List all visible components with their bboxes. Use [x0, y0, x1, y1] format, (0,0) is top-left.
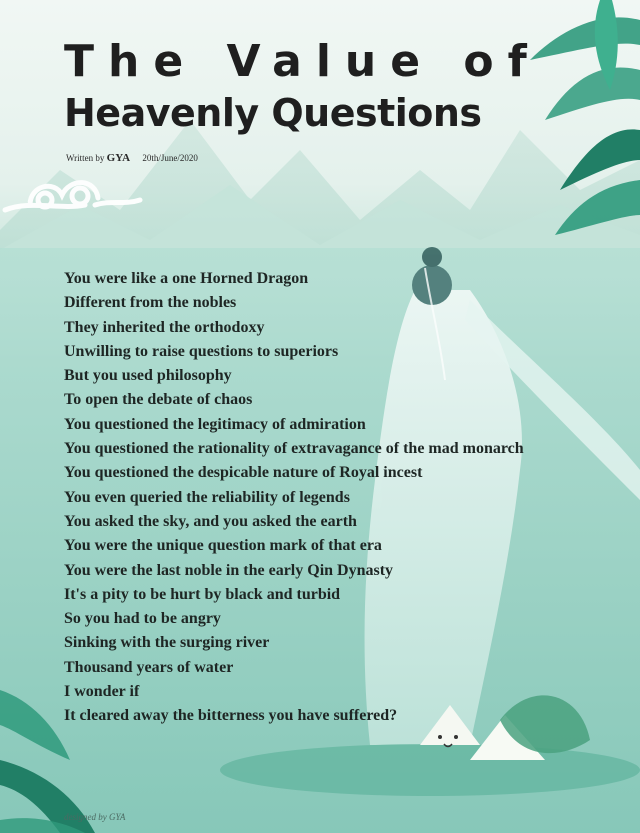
poem-line: They inherited the orthodoxy — [64, 318, 265, 336]
byline — [66, 152, 198, 164]
page-title-line-1: The Value of — [64, 36, 541, 87]
poem-line: It cleared away the bitterness you have suffered? — [64, 707, 398, 725]
poem-line: You were the unique question mark of that era — [64, 537, 382, 555]
poem-line: You questioned the legitimacy of admiration — [64, 415, 366, 433]
poem-line: You asked the sky, and you asked the earth — [64, 512, 357, 530]
poem-line: Different from the nobles — [64, 294, 237, 312]
byline-author: GYA — [106, 152, 131, 164]
poem-line: You questioned the despicable nature of Royal incest — [64, 464, 423, 482]
cloud-swirl — [5, 183, 140, 210]
poem-line: You even queried the reliability of legends — [64, 488, 350, 506]
poem-line: But you used philosophy — [64, 367, 232, 385]
poem-line: So you had to be angry — [64, 610, 221, 628]
poem-line: Sinking with the surging river — [64, 634, 270, 652]
poem-body — [64, 267, 524, 729]
poem-line: You questioned the rationality of extravagance of the mad monarch — [64, 440, 524, 458]
byline-prefix: Written by — [66, 153, 105, 163]
poem-line: You were the last noble in the early Qin Dynasty — [64, 561, 394, 579]
lily-pad — [220, 744, 640, 796]
poem-line: Unwilling to raise questions to superiors — [64, 342, 339, 360]
poem-line: Thousand years of water — [64, 658, 234, 676]
byline-date: 20th/June/2020 — [142, 153, 198, 163]
poem-line: To open the debate of chaos — [64, 391, 253, 409]
poem-line: It's a pity to be hurt by black and turbid — [64, 585, 341, 603]
page-title-line-2: Heavenly Questions — [64, 91, 482, 135]
poem-line: I wonder if — [64, 683, 140, 701]
poem-line: You were like a one Horned Dragon — [64, 270, 309, 287]
designer-credit: designed by GYA — [64, 812, 126, 822]
